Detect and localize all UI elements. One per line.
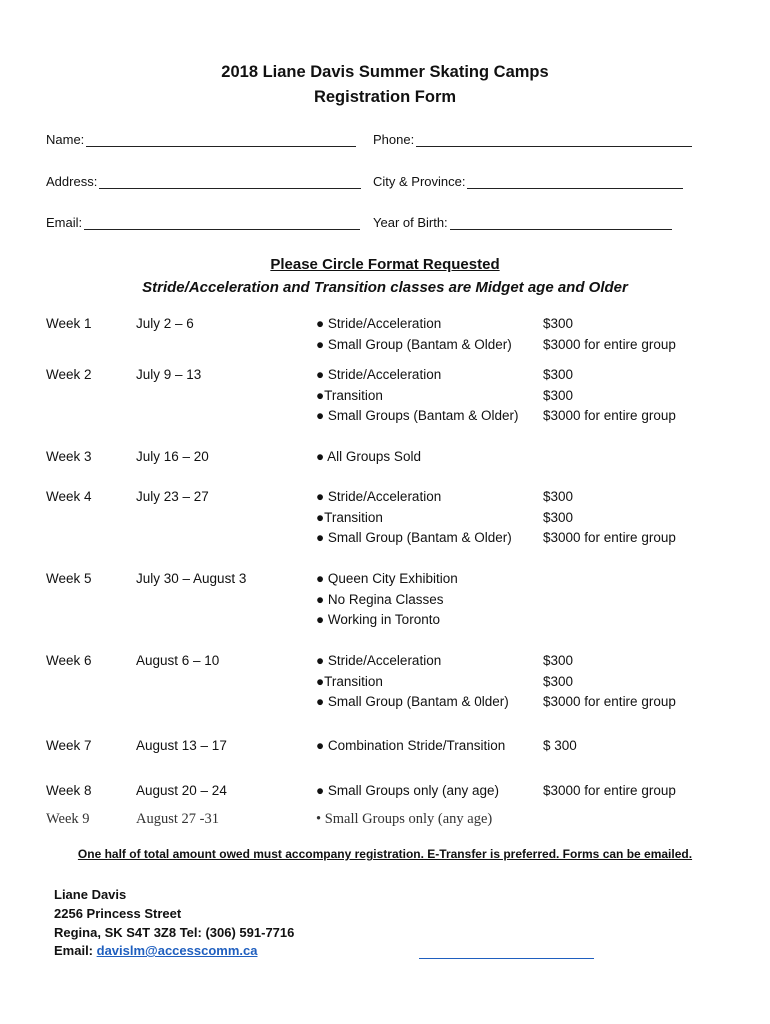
contact-email-row xyxy=(54,941,257,960)
birth-label: Year of Birth: xyxy=(373,215,448,230)
week-prices xyxy=(543,314,676,355)
birth-input-line[interactable] xyxy=(450,216,672,230)
contact-email-label: Email: xyxy=(54,943,97,958)
week-prices xyxy=(543,651,676,713)
address-input-line[interactable] xyxy=(99,175,361,189)
payment-note: One half of total amount owed must accompany registration. E-Transfer is preferred. Forms can be emailed. xyxy=(77,847,693,861)
week-options xyxy=(316,651,509,713)
price: $3000 for entire group xyxy=(543,783,676,798)
format-option[interactable]: ● Small Group (Bantam & 0lder) xyxy=(316,694,509,709)
contact-address: 2256 Princess Street xyxy=(54,906,182,921)
week-prices xyxy=(543,365,676,427)
name-field[interactable] xyxy=(46,132,356,147)
week-dates: July 30 – August 3 xyxy=(136,571,247,586)
week-label: Week 6 xyxy=(46,653,92,668)
week-label: Week 8 xyxy=(46,783,92,798)
format-option[interactable]: ● Stride/Acceleration xyxy=(316,367,442,382)
week-label: Week 9 xyxy=(46,811,90,827)
format-heading: Please Circle Format Requested xyxy=(270,256,500,273)
address-field[interactable] xyxy=(46,174,361,189)
form-title: 2018 Liane Davis Summer Skating Camps xyxy=(221,63,549,81)
format-option[interactable]: ● Working in Toronto xyxy=(316,612,440,627)
blank-link-line xyxy=(419,958,594,959)
format-option[interactable]: ● Stride/Acceleration xyxy=(316,316,442,331)
name-input-line[interactable] xyxy=(86,133,356,147)
week-label: Week 1 xyxy=(46,316,92,331)
contact-email-link[interactable]: davislm@accesscomm.ca xyxy=(96,943,258,958)
phone-input-line[interactable] xyxy=(416,133,692,147)
week-options xyxy=(316,314,512,355)
week-prices xyxy=(543,487,676,549)
format-subheading: Stride/Acceleration and Transition classes are Midget age and Older xyxy=(142,279,628,296)
week-dates: July 9 – 13 xyxy=(136,367,202,382)
week-dates: August 20 – 24 xyxy=(136,783,227,798)
format-option[interactable]: ● Small Group (Bantam & Older) xyxy=(316,336,512,352)
week-options xyxy=(316,447,421,468)
price: $3000 for entire group xyxy=(543,336,676,352)
week-prices xyxy=(543,781,676,802)
format-option[interactable]: ● Stride/Acceleration xyxy=(316,489,442,504)
week-label: Week 2 xyxy=(46,367,92,382)
week-options xyxy=(316,736,505,757)
birth-field[interactable] xyxy=(373,215,672,230)
price: $3000 for entire group xyxy=(543,694,676,709)
address-label: Address: xyxy=(46,174,98,189)
city-field[interactable] xyxy=(373,174,683,189)
price: $300 xyxy=(543,653,574,668)
week-prices xyxy=(543,736,577,757)
week-dates: August 27 -31 xyxy=(136,811,219,827)
week-label: Week 3 xyxy=(46,449,92,464)
format-option[interactable]: ● Small Group (Bantam & Older) xyxy=(316,530,512,545)
week-label: Week 5 xyxy=(46,571,92,586)
format-option[interactable]: ●Transition xyxy=(316,387,383,403)
week-label: Week 4 xyxy=(46,489,92,504)
city-label: City & Province: xyxy=(373,174,466,189)
week-dates: August 13 – 17 xyxy=(136,738,227,753)
price: $ 300 xyxy=(543,738,577,753)
price: $300 xyxy=(543,509,574,525)
contact-city-tel: Regina, SK S4T 3Z8 Tel: (306) 591-7716 xyxy=(54,925,295,940)
phone-field[interactable] xyxy=(373,132,692,147)
week-dates: July 16 – 20 xyxy=(136,449,209,464)
week-options xyxy=(316,487,512,549)
price: $3000 for entire group xyxy=(543,530,676,545)
format-option[interactable]: ● No Regina Classes xyxy=(316,591,444,607)
week-options xyxy=(316,365,518,427)
format-option[interactable]: ● All Groups Sold xyxy=(316,449,421,464)
format-option[interactable]: ● Small Groups only (any age) xyxy=(316,783,499,798)
contact-name: Liane Davis xyxy=(54,887,127,902)
week-label: Week 7 xyxy=(46,738,92,753)
email-field[interactable] xyxy=(46,215,360,230)
week-options xyxy=(316,569,458,631)
price: $3000 for entire group xyxy=(543,408,676,423)
phone-label: Phone: xyxy=(373,132,415,147)
format-option[interactable]: ● Queen City Exhibition xyxy=(316,571,458,586)
format-option[interactable]: ●Transition xyxy=(316,509,383,525)
format-option[interactable]: ● Stride/Acceleration xyxy=(316,653,442,668)
price: $300 xyxy=(543,316,574,331)
week-dates: August 6 – 10 xyxy=(136,653,220,668)
email-input-line[interactable] xyxy=(84,216,360,230)
email-label: Email: xyxy=(46,215,83,230)
price: $300 xyxy=(543,673,574,689)
format-option[interactable]: ● Small Groups (Bantam & Older) xyxy=(316,408,519,423)
week-dates: July 23 – 27 xyxy=(136,489,209,504)
price: $300 xyxy=(543,367,574,382)
format-option[interactable]: ●Transition xyxy=(316,673,383,689)
week-options xyxy=(316,809,492,830)
price: $300 xyxy=(543,489,574,504)
city-input-line[interactable] xyxy=(467,175,683,189)
name-label: Name: xyxy=(46,132,85,147)
price: $300 xyxy=(543,387,574,403)
week-dates: July 2 – 6 xyxy=(136,316,194,331)
format-option[interactable]: ● Combination Stride/Transition xyxy=(316,738,506,753)
form-subtitle: Registration Form xyxy=(313,88,457,106)
week-options xyxy=(316,781,499,802)
format-option[interactable]: • Small Groups only (any age) xyxy=(316,811,493,827)
